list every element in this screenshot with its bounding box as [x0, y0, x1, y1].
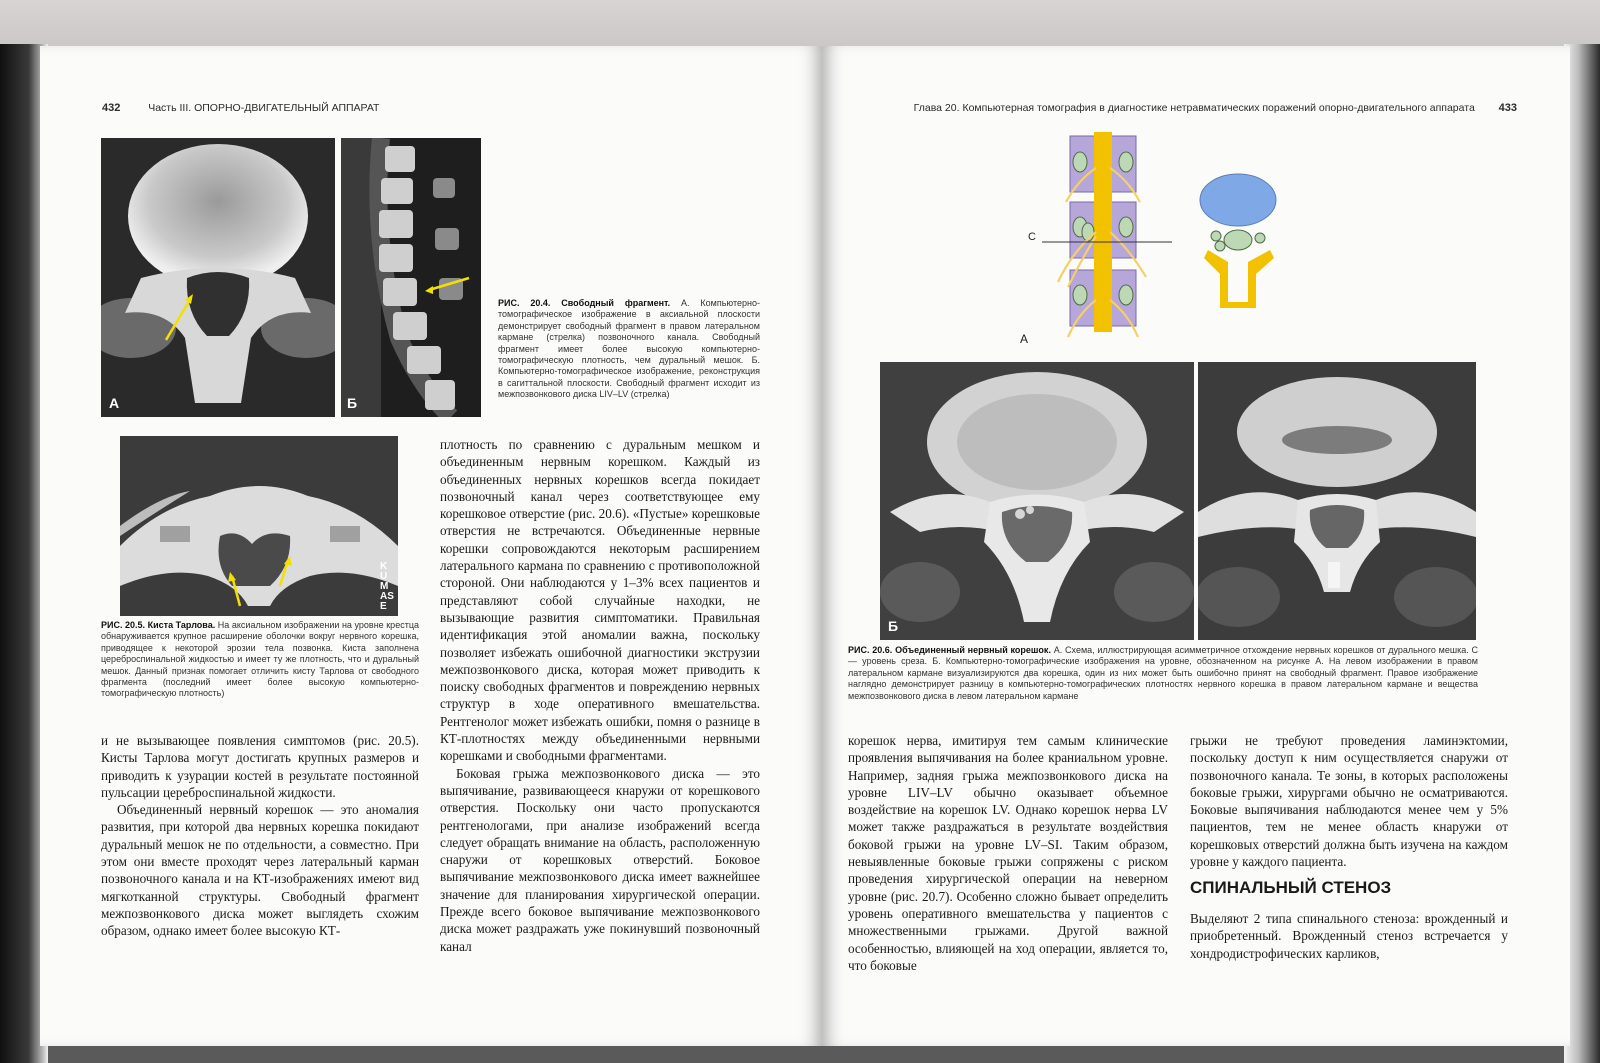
ct-fig204-sagittal [341, 138, 481, 417]
ct-fig206-right [1198, 362, 1476, 640]
ct-fig204-sagittal-image [341, 138, 481, 417]
caption-fig205-text: На аксиальном изображении на уровне крестца обнаруживается крупное расширение оболочки вокруг нервного корешка, приводящее к некоторой эрозии тела позвонка. Киста заполнена цереброспинальной жидкостью и имеет ту же плотность, что и дуральный мешок. Данный признак помогает отличить кисту Тарлова от свободного фрагмента (последний имеет более высокую компьютерно-томографическую плотность) [101, 620, 419, 699]
right-body-column-2-after-heading [1190, 910, 1508, 962]
page-number-right: 433 [1498, 102, 1517, 114]
disc-shape [1200, 174, 1276, 226]
ct-fig206-right-image [1198, 362, 1476, 640]
running-head-left [102, 102, 379, 114]
fig206-schematic [1022, 132, 1282, 347]
right-body-column-2 [1190, 732, 1508, 870]
left-col2-paragraph-1: плотность по сравнению с дуральным мешком и объединенным нервным корешком. Каждый из объединенных нервных корешков всегда покидает позвоночный канал через соответствующее ему корешковое отверстие (рис. 20.6). «Пустые» корешковые отверстия не встречаются. Объединенные нервные корешки сопровождаются некоторым расширением латерального кармана по сравнению с противоположной стороной. Они наблюдаются у 1–3% всех пациентов и представляют собой случайные находки, не вызывающие развития симптоматики. Правильная идентификация этой аномалии важна, поскольку позволяет избежать ошибочной диагностики экструзии межпозвонкового диска, которая может приводить к поиску свободных фрагментов и повреждению нервных структур в ходе оперативного вмешательства. Рентгенолог может избежать ошибки, помня о разнице в КТ-плотностях между объединенными нервными корешками и свободными фрагментами. [440, 437, 760, 764]
caption-fig205 [101, 620, 419, 700]
fig206-slice-label: C [1028, 231, 1036, 243]
fig204-panel-b-label: Б [347, 395, 358, 411]
left-page [40, 46, 822, 1046]
right-col1-paragraph-1: корешок нерва, имитируя тем самым клинические проявления выпячивания на более краниальном уровне. Например, задняя грыжа межпозвонкового диска на уровне LIV–LV обычно оказывает объемное воздействие на корешок LV. Однако корешок нерва LV может также раздражаться в результате воздействия боковой грыжи на уровне LV–SI. Таким образом, невыявленные боковые грыжи сопряжены с риском проведения хирургической операции на неверном уровне (рис. 20.7). Особенно сложно бывает определить уровень оперативного вмешательства у пациентов с множественными грыжами. Другой важной особенностью, влияющей на ход операции, является то, что боковые [848, 733, 1168, 973]
left-body-column-1 [101, 732, 419, 940]
right-page [822, 46, 1570, 1046]
caption-fig205-title: РИС. 20.5. Киста Тарлова. [101, 620, 216, 630]
right-body-column-1 [848, 732, 1168, 974]
caption-fig206-text: А. Схема, иллюстрирующая асимметричное отхождение нервных корешков от дурального мешка. С — уровень среза. Б. Компьютерно-томографические изображения на уровне, обозначенном на рисунке А. На левом изображении в правом латеральном кармане визуализируются два корешка, один из них может быть ошибочно принят на свободный фрагмент. Правое изображение наглядно демонстрирует разницу в компьютерно-томографических плотностях нервного корешка в правом латеральном кармане и вещества межпозвонкового диска в левом латеральном кармане [848, 645, 1478, 701]
fig206-panel-b-label: Б [888, 618, 899, 634]
ct-fig204-axial-image [101, 138, 335, 417]
right-col2-after-heading-paragraph: Выделяют 2 типа спинального стеноза: врожденный и приобретенный. Врожденный стеноз встречается у хондродистрофических карликов, [1190, 911, 1508, 961]
ct-fig206-left [880, 362, 1194, 640]
fig206-panel-a-label: А [1020, 332, 1029, 346]
left-col1-paragraph-1: и не вызывающее появления симптомов (рис. 20.5). Кисты Тарлова могут достигать крупных размеров и приводить к узурации костей в результате постоянной пульсации цереброспинальной жидкости. [101, 733, 419, 800]
page-number-left: 432 [102, 102, 121, 114]
ct-fig206-left-image [880, 362, 1194, 640]
ct-fig205-sacrum [120, 436, 398, 616]
caption-fig206 [848, 645, 1478, 702]
fig204-panel-a-label: А [109, 395, 120, 411]
caption-fig206-title: РИС. 20.6. Объединенный нервный корешок. [848, 645, 1051, 655]
section-heading-spinal-stenosis: СПИНАЛЬНЫЙ СТЕНОЗ [1190, 878, 1392, 897]
running-head-left-text: Часть III. ОПОРНО-ДВИГАТЕЛЬНЫЙ АППАРАТ [148, 102, 380, 114]
left-body-column-2 [440, 436, 760, 955]
fig206-schematic-image [1022, 132, 1282, 347]
left-col2-paragraph-2: Боковая грыжа межпозвонкового диска — это выпячивание, развивающееся кнаружи от корешкового отверстия. Поскольку они часто пропускаются рентгенологами, при анализе изображений всегда следует обращать внимание на область, расположенную снаружи от корешковых отверстий. Боковое выпячивание межпозвонкового диска имеет важнейшее значение для планирования хирургической операции. Прежде всего боковое выпячивание межпозвонкового диска может раздражать уже покинувший позвоночный канал [440, 765, 760, 954]
running-head-right-text: Глава 20. Компьютерная томография в диагностике нетравматических поражений опорно-двигательного аппарата [913, 102, 1475, 114]
caption-fig204-title: РИС. 20.4. Свободный фрагмент. [498, 298, 671, 308]
ct-fig204-axial [101, 138, 335, 417]
caption-fig204 [498, 298, 760, 401]
fig205-watermark: KUMASE [380, 561, 394, 612]
right-col2-paragraph-1: грыжи не требуют проведения ламинэктомии, поскольку доступ к ним осуществляется снаружи от позвоночного канала. Те зоны, в которых расположены боковые грыжи, хирургами обычно не осматриваются. Боковые выпячивания наблюдаются менее чем у 5% пациентов, тем не менее область кнаружи от корешковых отверстий должна быть изучена на каждом уровне у каждого пациента. [1190, 733, 1508, 870]
caption-fig204-text: А. Компьютерно-томографическое изображение в аксиальной плоскости демонстрирует свободный фрагмент в правом латеральном кармане (стрелка) позвоночного канала. Свободный фрагмент имеет более высокую компьютерно-томографическую плотность, чем дуральный мешок. Б. Компьютерно-томографическое изображение, реконструкция в сагиттальной плоскости. Свободный фрагмент исходит из межпозвонкового диска LIV–LV (стрелка) [498, 298, 760, 400]
left-col1-paragraph-2: Объединенный нервный корешок — это аномалия развития, при которой два нервных корешка покидают дуральный мешок не по отдельности, а совместно. При этом они вместе проходят через латеральный карман позвоночного канала и на КТ-изображениях имеют вид мягкотканной структуры. Свободный фрагмент межпозвонкового диска может выглядеть схожим образом, однако имеет более высокую КТ- [101, 802, 419, 939]
running-head-right [862, 102, 1517, 114]
dural-sac-shape [1094, 132, 1112, 332]
ct-fig205-image [120, 436, 398, 616]
